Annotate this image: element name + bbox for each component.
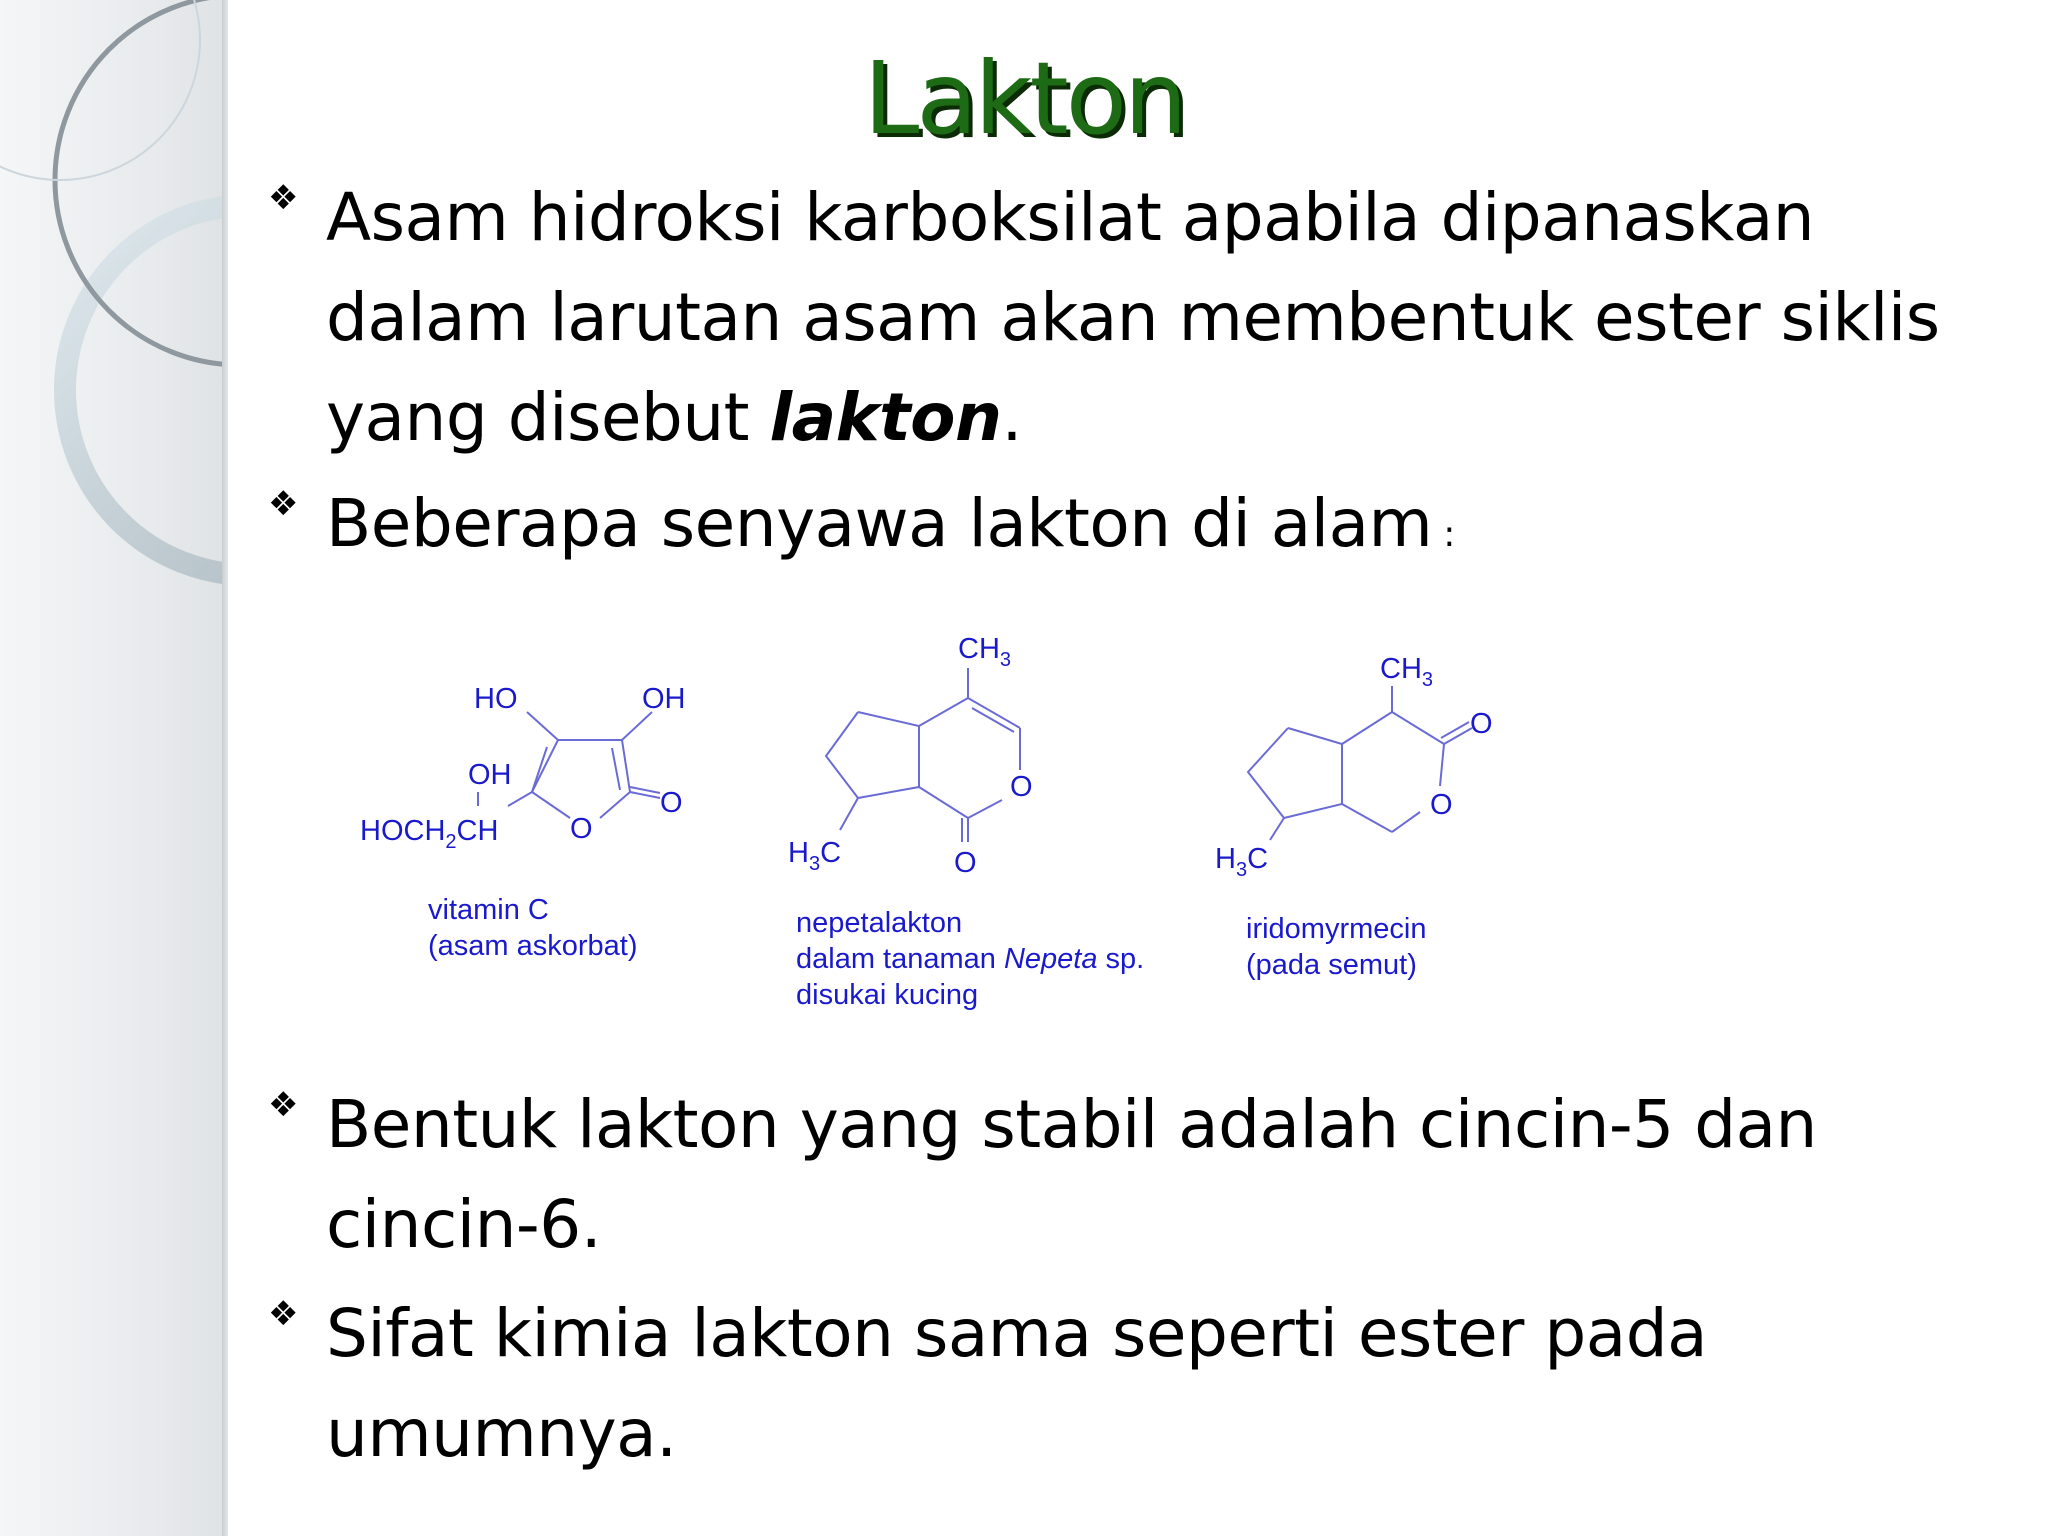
bullet-diamond-icon: ❖ <box>268 1085 298 1125</box>
bullet-line-prefix: yang disebut <box>326 379 770 456</box>
label-h3c: $H_3C$ <box>788 837 842 875</box>
bullet-stable-rings <box>268 1075 1817 1275</box>
label-ch3: $CH_3$ <box>1380 653 1434 691</box>
slide-title: Lakton <box>863 40 1185 157</box>
label-ch3: $CH_3$ <box>958 633 1012 671</box>
caption-nepetalakton: nepetalakton <box>796 907 963 939</box>
bullet-colon: : <box>1432 514 1455 555</box>
bullet-line: Beberapa senyawa lakton di alam <box>326 485 1433 562</box>
label-ring-oxygen: O <box>1010 771 1033 803</box>
label-oh: OH <box>468 759 512 791</box>
caption-iridomyrmecin: iridomyrmecin <box>1246 913 1427 945</box>
label-ring-oxygen: O <box>1430 789 1453 821</box>
nepetalactone-structure <box>826 668 1020 842</box>
bullet-chemical-properties <box>268 1284 1707 1484</box>
bullet-line: umumnya. <box>326 1395 677 1472</box>
iridomyrmecin-labels <box>1215 653 1493 881</box>
label-keto-oxygen: O <box>660 787 683 819</box>
bullet-diamond-icon: ❖ <box>268 1294 298 1334</box>
label-keto-oxygen: O <box>1470 708 1493 740</box>
vitamin-c-labels <box>360 683 686 853</box>
bullet-line-suffix: . <box>1001 379 1022 456</box>
label-oh: OH <box>642 683 686 715</box>
bullet-line: dalam larutan asam akan membentuk ester siklis <box>326 279 1940 356</box>
caption-asam-askorbat: (asam askorbat) <box>428 930 638 962</box>
caption-nepeta-plant: dalam tanaman Nepeta sp. <box>796 943 1145 975</box>
emphasis-lakton: lakton <box>769 379 1002 456</box>
bullet-diamond-icon: ❖ <box>268 484 298 524</box>
label-hoch2ch: $HOCH_2CH$ <box>360 815 499 853</box>
label-ho: HO <box>474 683 518 715</box>
bullet-diamond-icon: ❖ <box>268 178 298 218</box>
bullet-line: Sifat kimia lakton sama seperti ester pada <box>326 1295 1708 1372</box>
label-keto-oxygen: O <box>954 847 977 879</box>
caption-vitamin-c: vitamin C <box>428 894 549 926</box>
caption-disukai-kucing: disukai kucing <box>796 979 979 1011</box>
label-ring-oxygen: O <box>570 813 593 845</box>
bullet-line: cincin-6. <box>326 1186 602 1263</box>
bullet-line: Asam hidroksi karboksilat apabila dipanaskan <box>326 179 1815 256</box>
nepetalactone-labels <box>788 633 1033 879</box>
label-h3c: $H_3C$ <box>1215 843 1269 881</box>
bullet-line: Bentuk lakton yang stabil adalah cincin-5 dan <box>326 1086 1817 1163</box>
caption-pada-semut: (pada semut) <box>1246 949 1417 981</box>
